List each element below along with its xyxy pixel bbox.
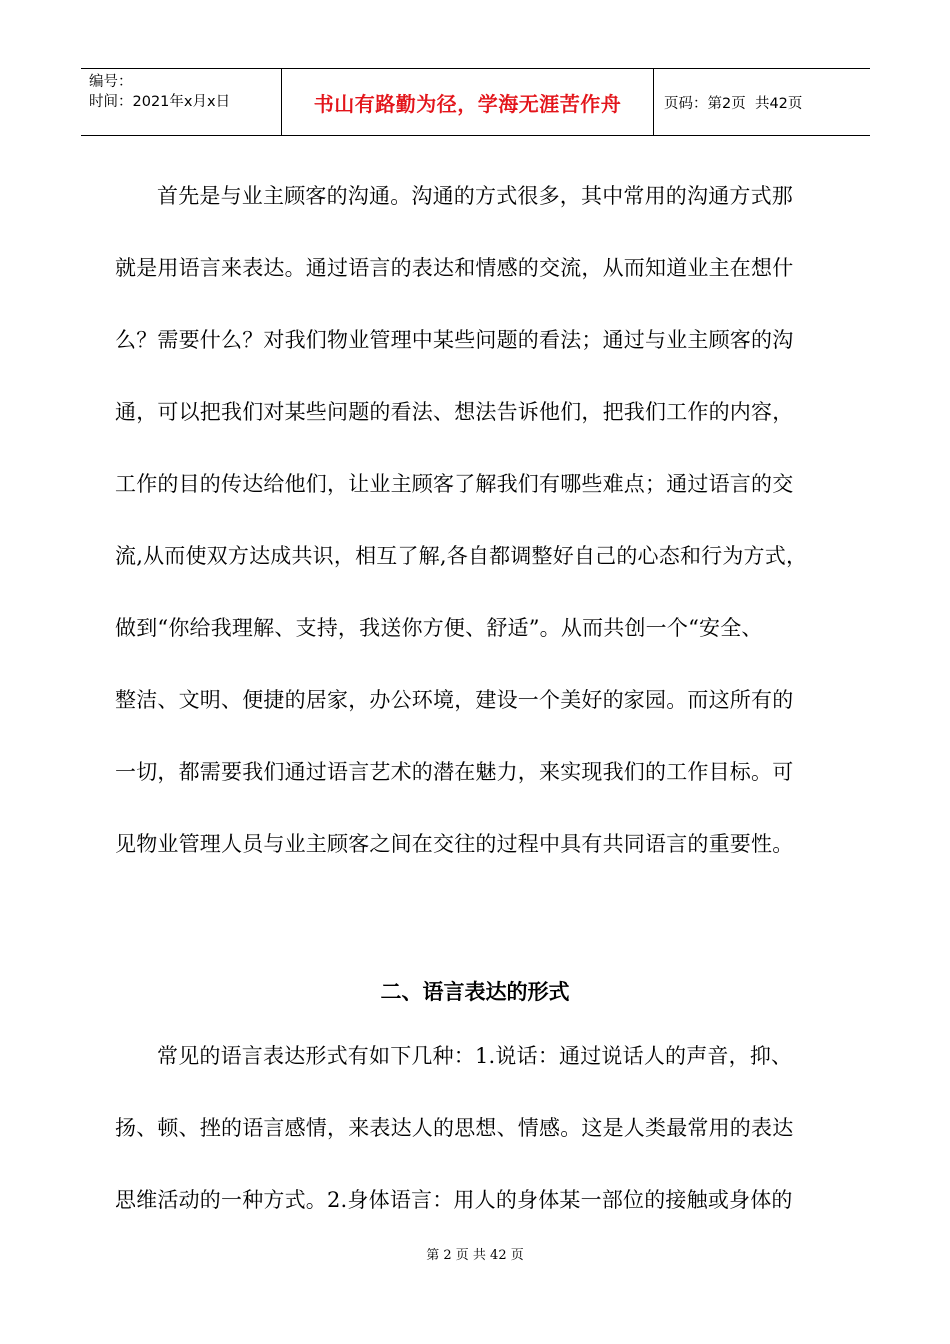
text-line: 整洁、文明、便捷的居家，办公环境，建设一个美好的家园。而这所有的 bbox=[115, 688, 794, 712]
header-meta bbox=[81, 69, 282, 135]
header-motto: 书山有路勤为径，学海无涯苦作舟 bbox=[282, 69, 654, 135]
header-page-info bbox=[654, 69, 870, 135]
document-number-label: 编号： bbox=[89, 74, 133, 90]
header-page-info-text: 页码：第2页 共42页 bbox=[664, 95, 803, 112]
text-line: 常见的语言表达形式有如下几种：1.说话：通过说话人的声音，抑、 bbox=[157, 1044, 793, 1068]
paragraph-1 bbox=[115, 160, 835, 880]
text-line: 工作的目的传达给他们，让业主顾客了解我们有哪些难点；通过语言的交 bbox=[115, 472, 794, 496]
text-line: 流,从而使双方达成共识，相互了解,各自都调整好自己的心态和行为方式， bbox=[115, 544, 808, 568]
text-line: 通，可以把我们对某些问题的看法、想法告诉他们，把我们工作的内容， bbox=[115, 400, 794, 424]
text-line: 思维活动的一种方式。2.身体语言：用人的身体某一部位的接触或身体的 bbox=[115, 1188, 793, 1212]
text-line: 做到“你给我理解、支持，我送你方便、舒适”。从而共创一个“安全、 bbox=[115, 616, 763, 640]
document-date-label: 时间：2021年x月x日 bbox=[89, 94, 231, 110]
text-line: 就是用语言来表达。通过语言的表达和情感的交流，从而知道业主在想什 bbox=[115, 256, 794, 280]
page-footer: 第 2 页 共 42 页 bbox=[426, 1248, 524, 1263]
page-header bbox=[81, 68, 870, 136]
section-heading: 二、语言表达的形式 bbox=[380, 980, 570, 1004]
text-line: 扬、顿、挫的语言感情，来表达人的思想、情感。这是人类最常用的表达 bbox=[115, 1116, 794, 1140]
text-line: 么？需要什么？对我们物业管理中某些问题的看法；通过与业主顾客的沟 bbox=[115, 328, 794, 352]
paragraph-2 bbox=[115, 1020, 835, 1236]
text-line: 见物业管理人员与业主顾客之间在交往的过程中具有共同语言的重要性。 bbox=[115, 832, 794, 856]
text-line: 一切，都需要我们通过语言艺术的潜在魅力，来实现我们的工作目标。可 bbox=[115, 760, 794, 784]
text-line: 首先是与业主顾客的沟通。沟通的方式很多，其中常用的沟通方式那 bbox=[157, 184, 793, 208]
